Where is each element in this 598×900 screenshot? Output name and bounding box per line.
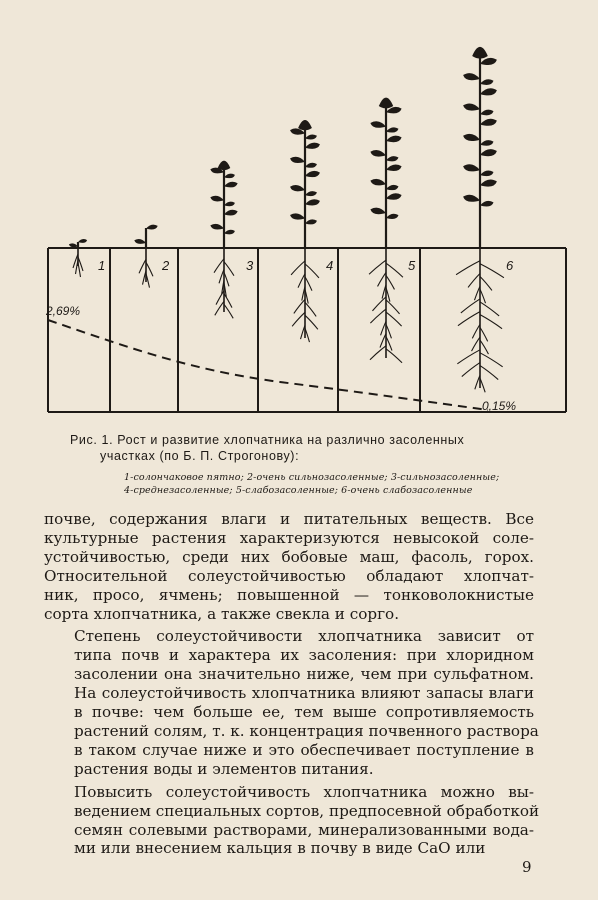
root-branch <box>480 315 502 329</box>
figure-caption <box>70 432 540 464</box>
root-branch <box>468 273 480 287</box>
legend-line-2: 4-среднезасоленные; 5-слабозасоленные; 6-очень слабозасоленные <box>124 484 473 496</box>
root-branch <box>472 337 480 351</box>
root-branch <box>305 315 318 329</box>
text-line: ведением специальных сортов, предпосевной обработкой <box>74 801 540 820</box>
leaf <box>305 134 317 139</box>
leaf <box>463 164 480 171</box>
text-line: Степень солеустойчивости хлопчатника зависит от <box>74 627 534 646</box>
leaf <box>224 230 235 235</box>
text-line: сорта хлопчатника, а также свекла и сорго. <box>44 604 400 623</box>
root-branch <box>305 277 312 291</box>
leaf <box>305 143 320 149</box>
body-text <box>44 510 540 858</box>
legend-line-1: 1-солончаковое пятно; 2-очень сильнозасоленные; 3-сильнозасоленные; <box>124 472 500 483</box>
root-branch <box>386 312 402 326</box>
bud <box>472 47 488 59</box>
text-line: устойчивостью, среди них бобовые маш, фасоль, горох. <box>44 547 534 566</box>
leaf <box>290 185 305 191</box>
root-branch <box>381 321 386 335</box>
root-branch <box>474 286 480 300</box>
root-branch <box>370 346 386 360</box>
stage-label-5: 5 <box>408 258 416 273</box>
paragraph-3 <box>44 782 540 859</box>
root-branch <box>480 327 488 341</box>
leaf <box>480 149 497 156</box>
stage-labels <box>98 258 514 273</box>
figure-illustration <box>40 30 572 422</box>
root-branch <box>386 324 391 338</box>
leaf <box>386 136 402 143</box>
leaf <box>305 191 317 196</box>
root-branch <box>480 276 492 290</box>
root-branch <box>305 302 316 316</box>
root-branch <box>372 297 386 311</box>
leaf <box>290 157 305 163</box>
soil-frame <box>48 248 566 412</box>
root-branch <box>386 275 394 289</box>
bud <box>298 120 312 130</box>
caption-line-1: Рис. 1. Рост и развитие хлопчатника на различно засоленных <box>70 433 465 447</box>
leaf <box>480 58 497 65</box>
text-line: в таком случае ниже и это обеспечивает поступление в <box>74 740 534 759</box>
root-branch <box>480 264 504 278</box>
stage-label-3: 3 <box>246 258 254 273</box>
leaf <box>480 140 494 146</box>
leaf <box>224 202 235 207</box>
root-branch <box>378 272 386 286</box>
text-line: культурные растения характеризуются невысокой соле- <box>44 528 534 547</box>
leaf <box>480 79 494 85</box>
stage-label-1: 1 <box>98 258 106 273</box>
text-line: растения воды и элементов питания. <box>74 759 374 778</box>
figure-legend <box>124 472 554 497</box>
text-line: в почве: чем больше ее, тем выше сопротивляемость <box>74 703 534 722</box>
leaf <box>78 239 87 243</box>
root-branch <box>472 324 480 338</box>
stage-label-6: 6 <box>506 258 514 273</box>
leaf <box>386 193 402 200</box>
leaf <box>305 219 317 224</box>
root-branch <box>386 349 402 363</box>
leaf <box>305 199 320 205</box>
root-branch <box>214 259 224 273</box>
text-line: Повысить солеустойчивость хлопчатника можно вы- <box>74 782 534 801</box>
root-branch <box>76 260 78 274</box>
root-branch <box>298 274 305 288</box>
root-branch <box>461 299 480 313</box>
root-branch <box>480 340 488 354</box>
plant-4 <box>290 120 320 342</box>
paragraph-2 <box>44 627 539 778</box>
plant-6 <box>456 47 504 392</box>
text-line: Относительной солеустойчивостью обладают хлопчат- <box>44 566 534 585</box>
root-branch <box>291 261 305 275</box>
text-line: растений солям, т. к. концентрация почвенного раствора <box>74 721 539 740</box>
root-branch <box>370 309 386 323</box>
text-line: засолении она значительно ниже, чем при сульфатном. <box>74 665 534 684</box>
stage-label-4: 4 <box>326 258 334 273</box>
root-branch <box>294 299 305 313</box>
plant-3 <box>210 161 237 319</box>
leaf <box>463 134 480 141</box>
text-line: ми или внесением кальция в почву в виде CaO или <box>74 839 486 858</box>
root-branch <box>480 353 503 367</box>
leaf <box>290 213 305 219</box>
leaf <box>210 224 224 230</box>
leaf <box>480 201 494 207</box>
root-branch <box>480 366 498 380</box>
leaf <box>386 185 398 190</box>
plant-drawings <box>69 47 504 392</box>
root-branch <box>380 334 386 348</box>
leaf <box>480 110 494 116</box>
root-branch <box>224 262 234 276</box>
leaf <box>370 208 386 215</box>
root-branch <box>480 302 499 316</box>
leaf <box>224 174 235 179</box>
annotation-end-label: 0,15% <box>482 399 517 413</box>
leaf <box>146 225 158 230</box>
caption-line-2: участках (по Б. П. Строгонову): <box>100 449 300 463</box>
text-line: типа почв и характера их засоления: при хлоридном <box>74 646 534 665</box>
stage-label-2: 2 <box>162 258 170 273</box>
leaf <box>480 180 497 187</box>
root-branch <box>386 337 392 351</box>
root-branch <box>480 289 486 303</box>
root-branch <box>457 350 480 364</box>
leaf <box>370 121 386 128</box>
bud <box>379 98 393 109</box>
bud <box>218 161 231 170</box>
leaf <box>463 195 480 202</box>
leaf <box>305 171 320 177</box>
leaf <box>69 243 78 247</box>
root-branch <box>305 264 319 278</box>
text-line: семян солевыми растворами, минерализованными вода- <box>74 820 534 839</box>
root-branch <box>386 300 400 314</box>
plant-5 <box>369 98 403 363</box>
leaf <box>370 150 386 157</box>
cotton-growth-figure <box>40 30 572 422</box>
root-branch <box>139 259 146 273</box>
text-line: На солеустойчивость хлопчатника влияют запасы влаги <box>74 684 534 703</box>
text-line: почве, содержания влаги и питательных веществ. Все <box>44 510 534 528</box>
root-branch <box>292 312 305 326</box>
leaf <box>386 127 398 132</box>
root-branch <box>78 263 80 277</box>
salinity-dashed-curve <box>48 320 488 410</box>
paragraph-1 <box>44 510 534 623</box>
plant-1 <box>69 239 87 277</box>
leaf <box>386 214 398 219</box>
leaf <box>480 119 497 126</box>
leaf <box>210 196 224 202</box>
annotation-start-label: 2,69% <box>46 304 81 318</box>
leaf <box>386 156 398 161</box>
root-branch <box>386 263 403 277</box>
root-branch <box>462 363 480 377</box>
root-branch <box>458 312 480 326</box>
leaf <box>134 239 146 244</box>
leaf <box>480 88 497 95</box>
root-branch <box>369 260 386 274</box>
leaf <box>463 73 480 80</box>
plant-2 <box>134 225 157 288</box>
leaf <box>224 210 238 216</box>
leaf <box>370 179 386 186</box>
text-line: ник, просо, ячмень; повышенной — тонковолокнистые <box>44 585 534 604</box>
leaf <box>386 164 402 171</box>
root-branch <box>146 262 153 276</box>
root-branch <box>456 261 480 275</box>
leaf <box>305 163 317 168</box>
leaf <box>480 170 494 176</box>
leaf <box>463 104 480 111</box>
leaf <box>224 182 238 188</box>
page-number: 9 <box>522 858 532 876</box>
